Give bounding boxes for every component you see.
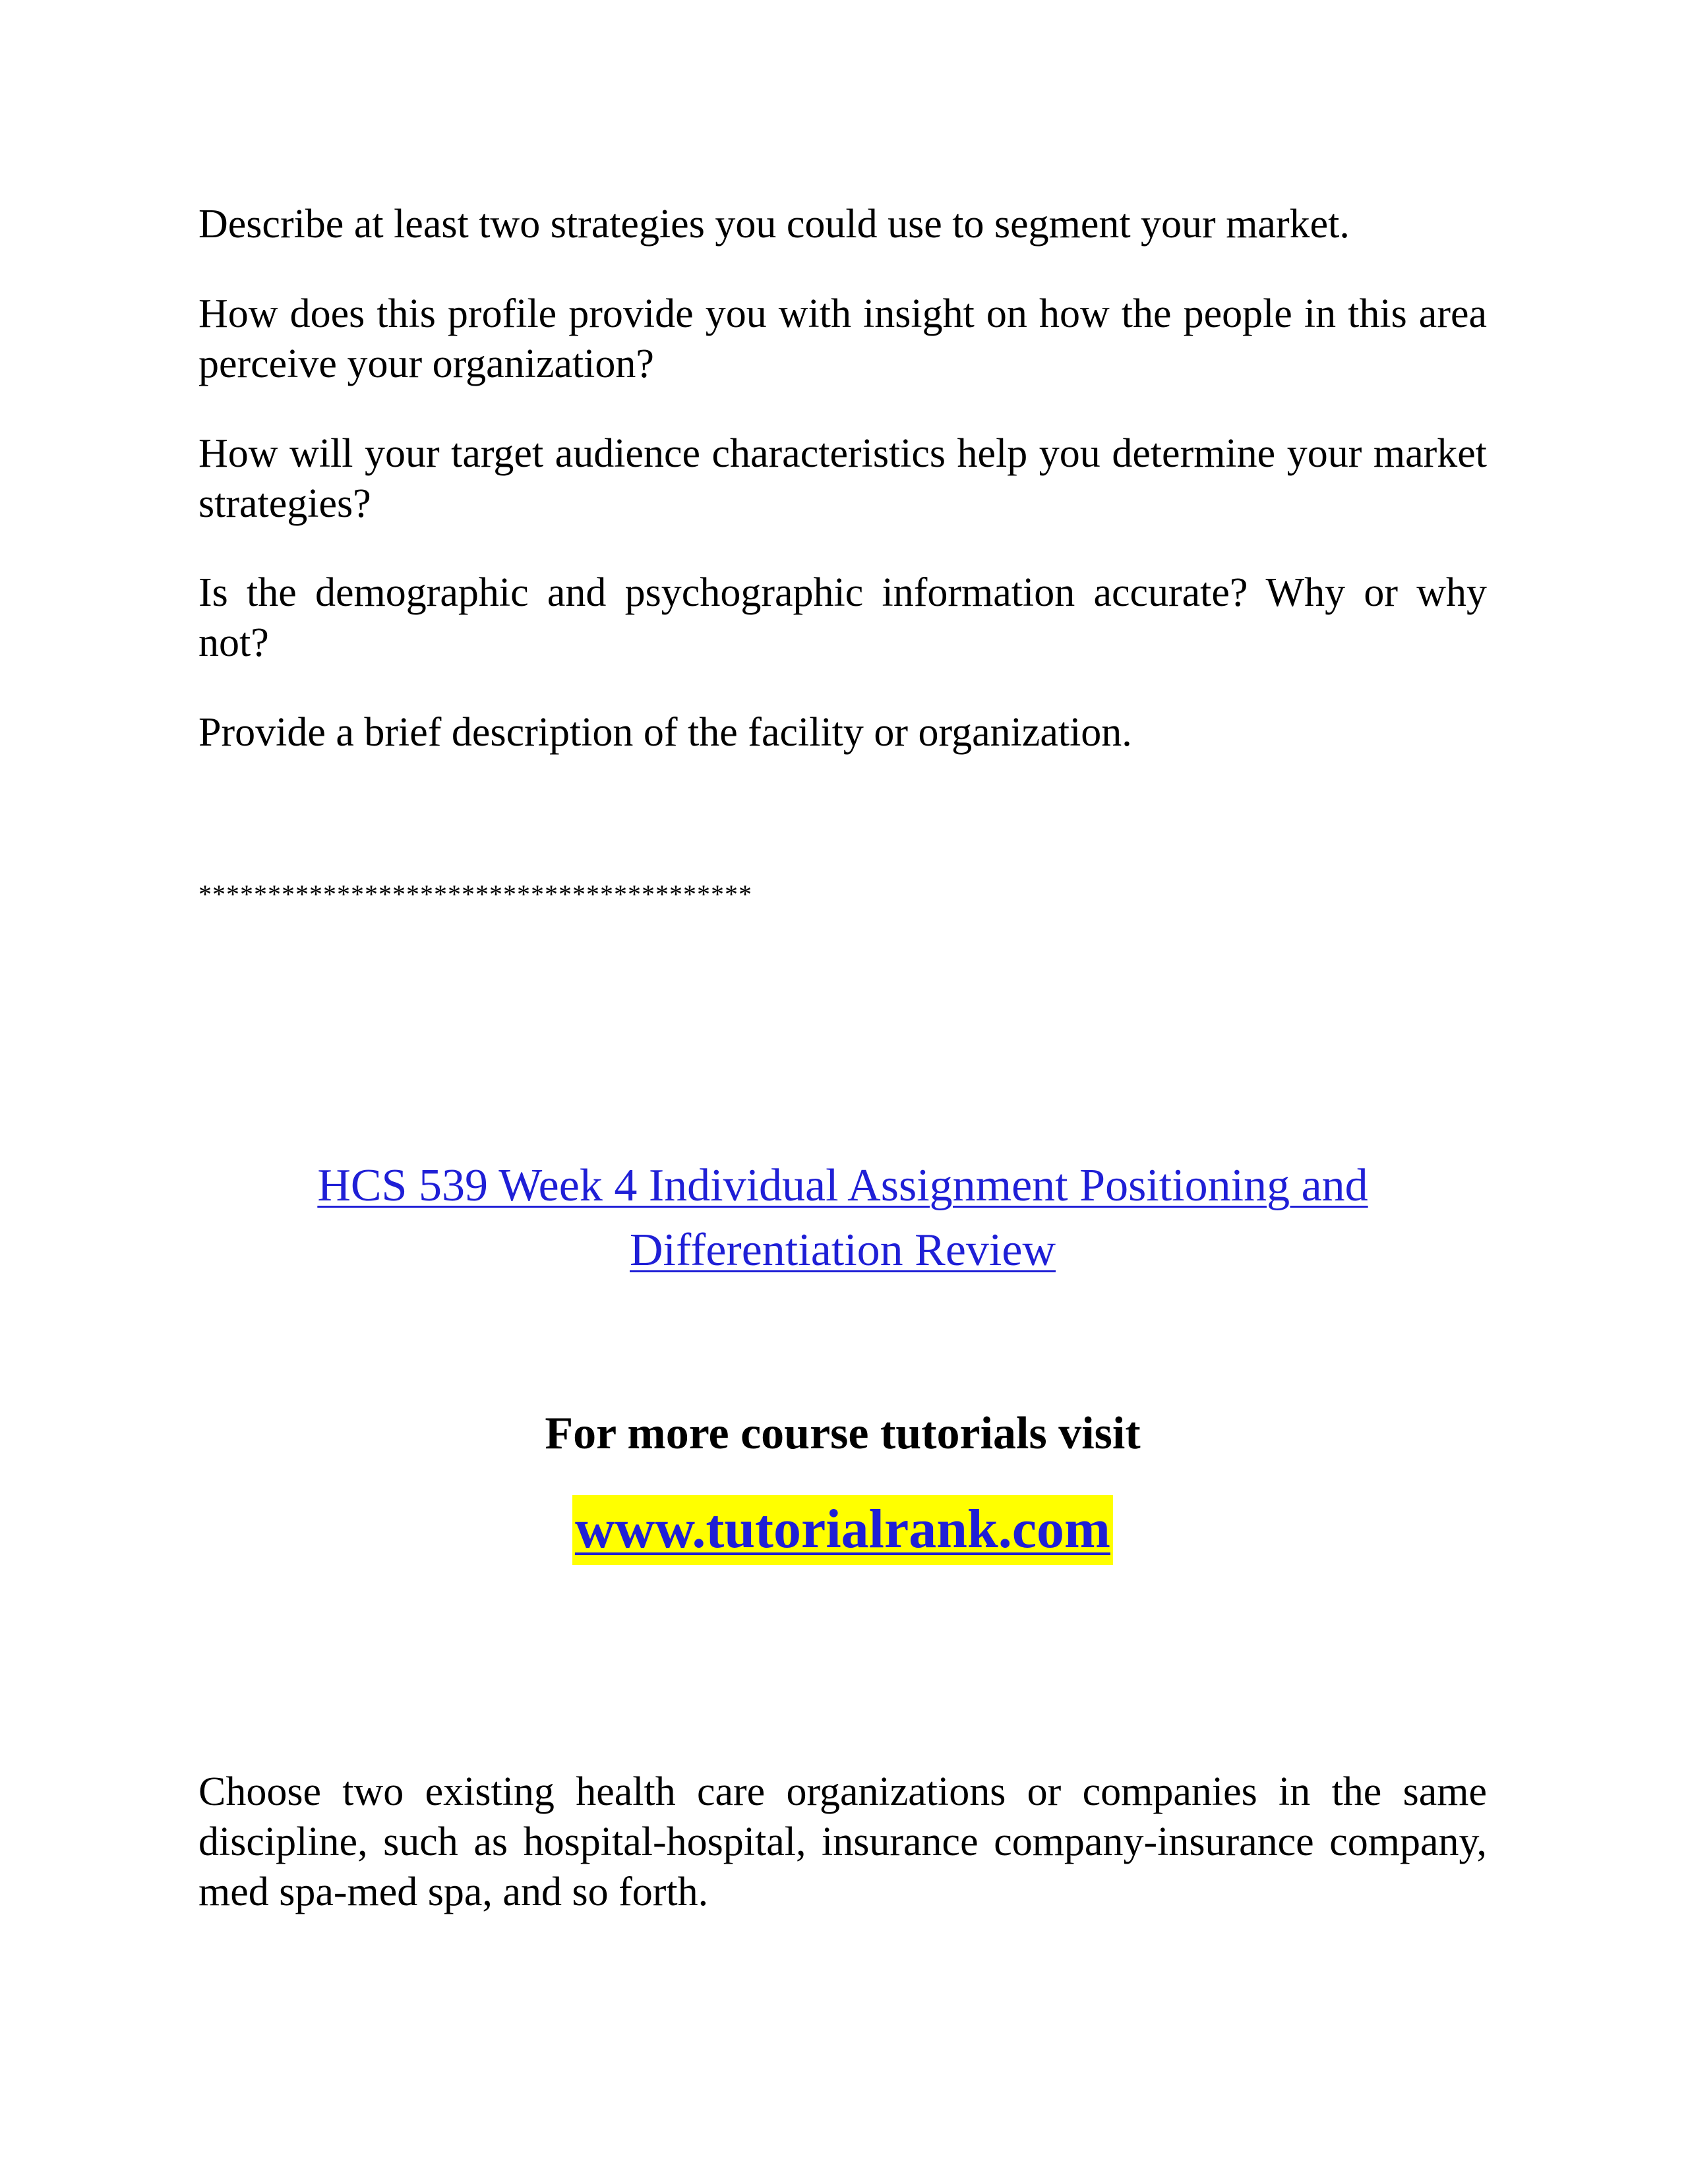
question-profile-insight: How does this profile provide you with insight on how the people in this area perceive your organization?	[198, 291, 1487, 386]
assignment-title	[198, 1154, 1487, 1283]
tutorialrank-link[interactable]: www.tutorialrank.com	[572, 1495, 1113, 1565]
assignment-link[interactable]	[317, 1160, 1368, 1276]
question-facility-description: Provide a brief description of the facility or organization.	[198, 710, 1132, 755]
asterisk-separator: ****************************************	[198, 879, 752, 909]
question-target-audience: How will your target audience characteristics help you determine your market strategies?	[198, 431, 1487, 526]
assignment-link-line2: Differentiation Review	[630, 1225, 1056, 1276]
question-demographic-accuracy: Is the demographic and psychographic information accurate? Why or why not?	[198, 570, 1487, 665]
promo-heading: For more course tutorials visit	[545, 1408, 1141, 1459]
promo-site-wrapper	[198, 1495, 1487, 1565]
assignment-instructions: Choose two existing health care organizations or companies in the same discipline, such as hospital-hospital, insurance company-insurance company, med spa-med spa, and so forth.	[198, 1769, 1487, 1914]
question-segment-strategies: Describe at least two strategies you could use to segment your market.	[198, 202, 1350, 247]
assignment-link-line1: HCS 539 Week 4 Individual Assignment Positioning and	[317, 1160, 1368, 1211]
